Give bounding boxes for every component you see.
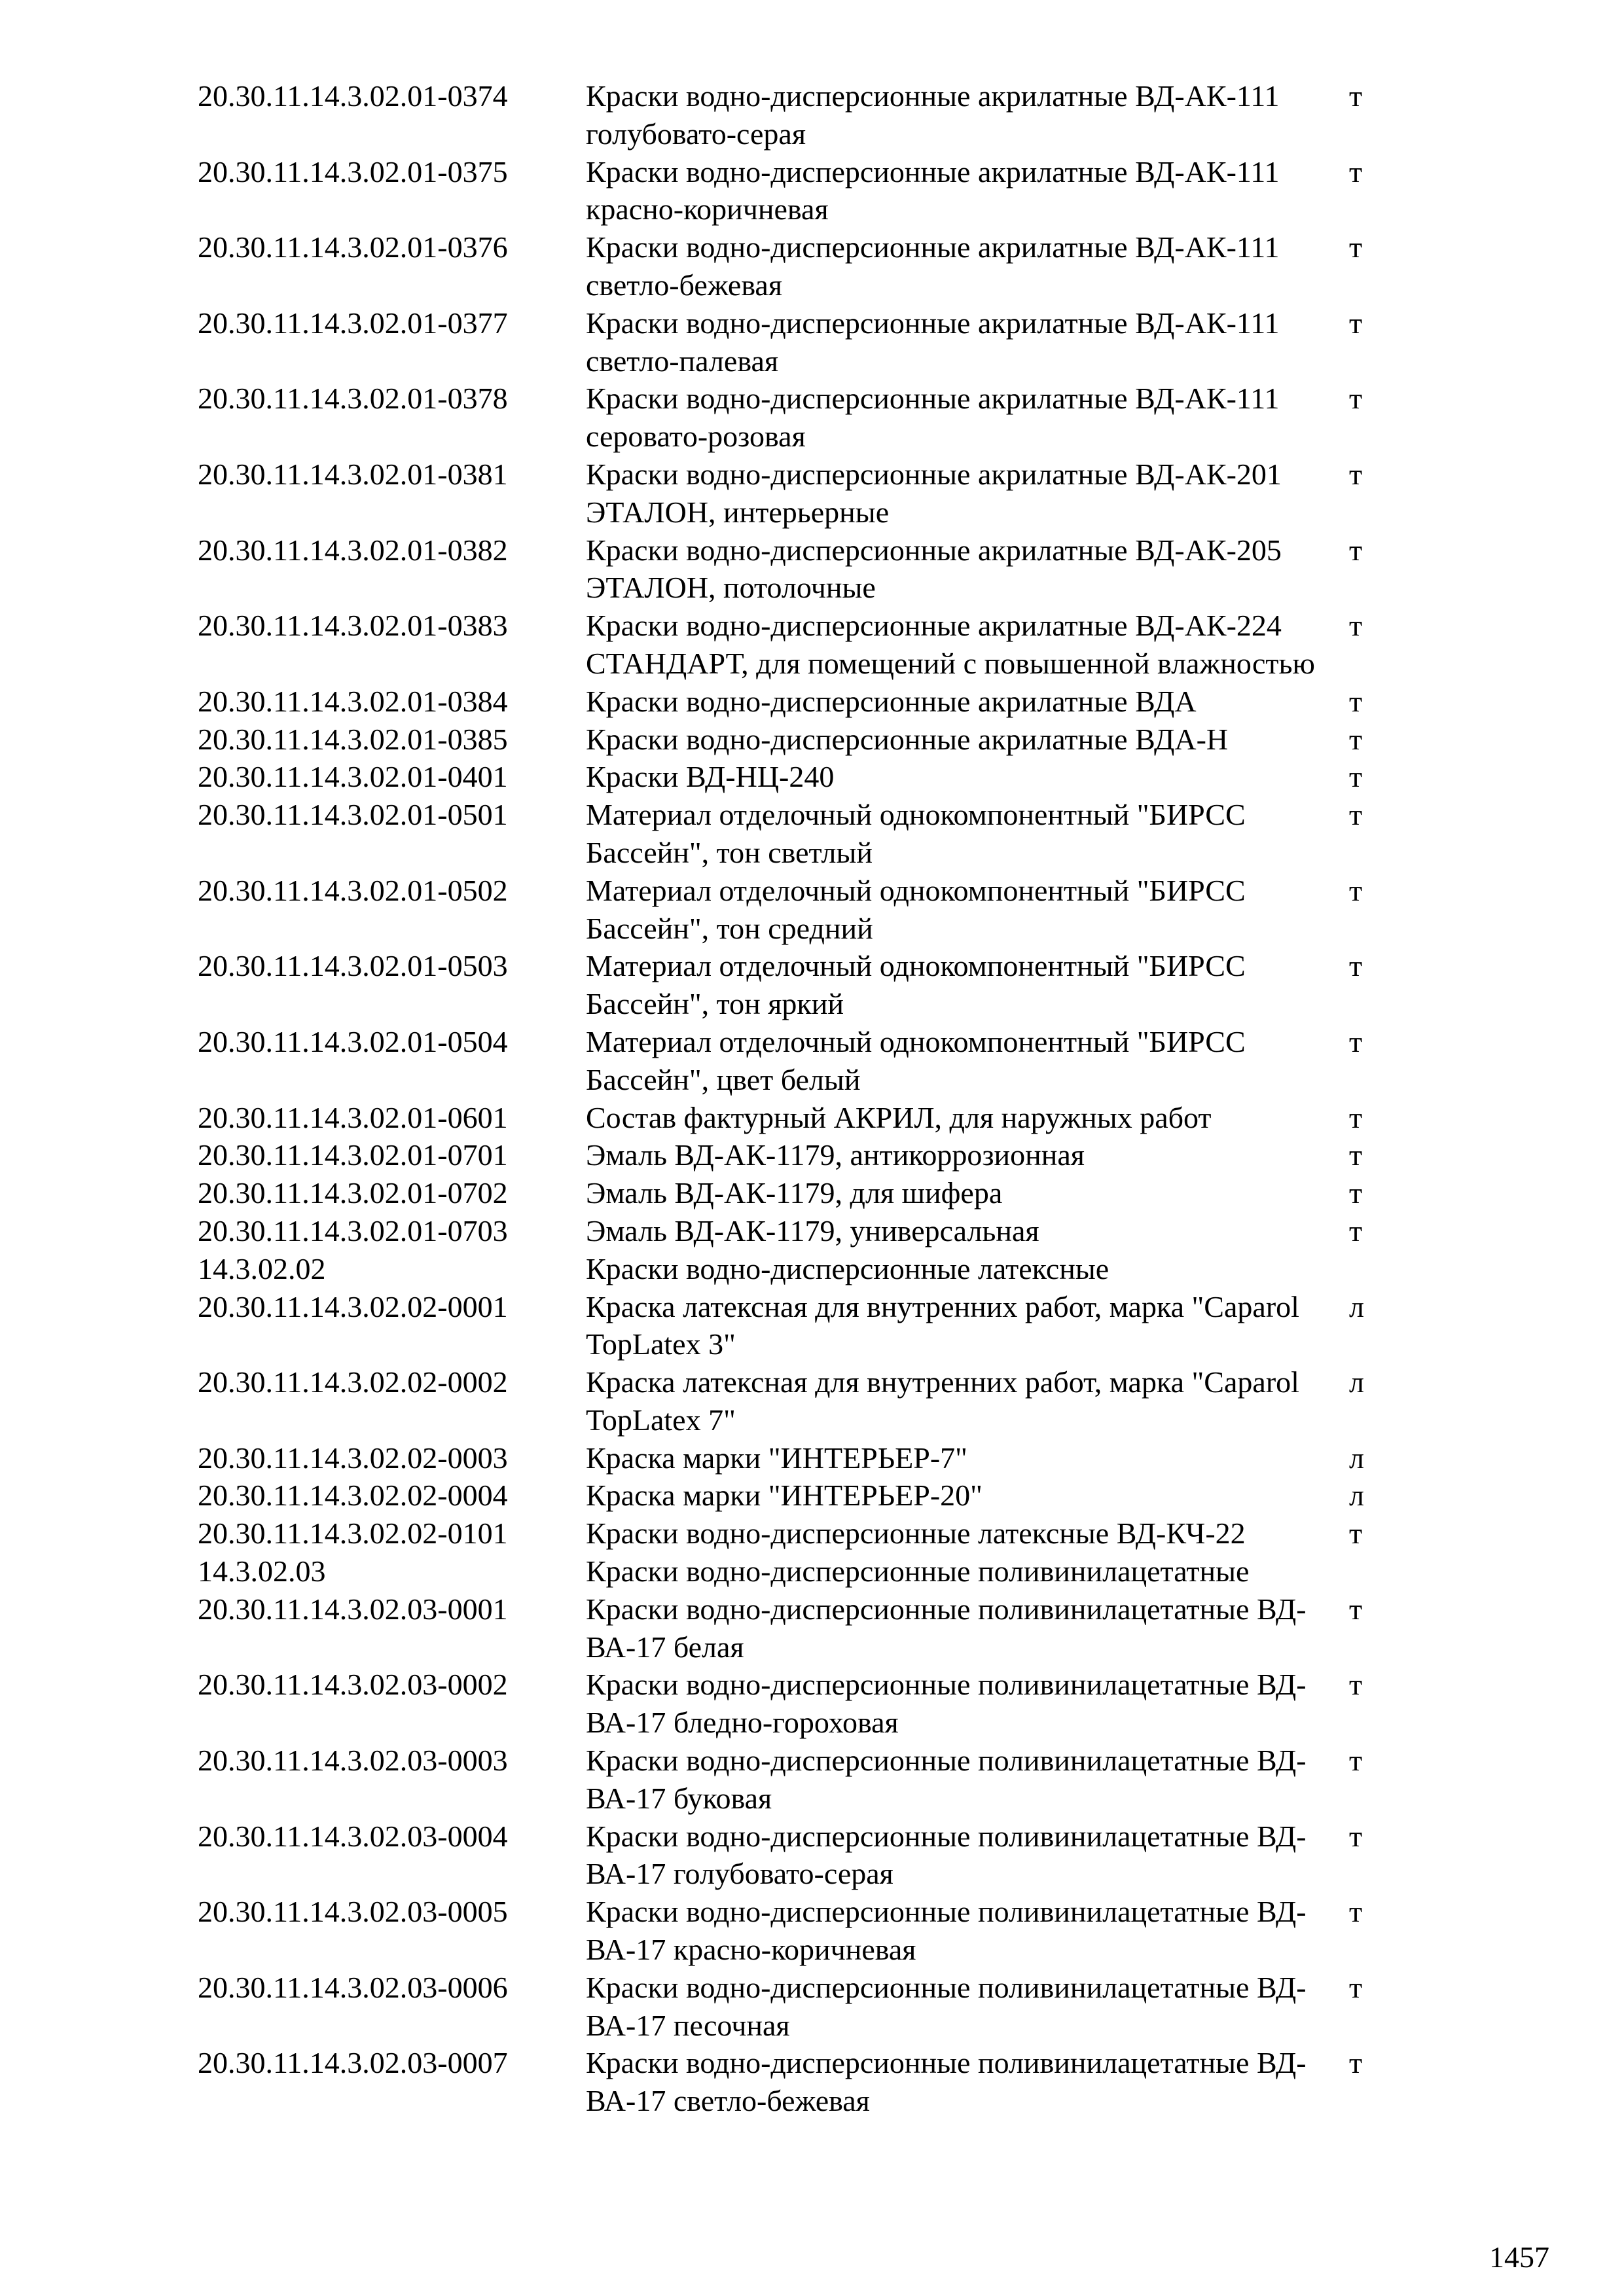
resource-name: Краски водно-дисперсионные акрилатные ВД-АК-111 светло-палевая xyxy=(586,306,1280,378)
resource-code: 20.30.11.14.3.02.01-0383 xyxy=(198,609,508,643)
table-row xyxy=(198,796,1396,872)
resource-code: 20.30.11.14.3.02.03-0004 xyxy=(198,1819,508,1853)
resource-name: Краски водно-дисперсионные поливинилацетатные ВД-ВА-17 красно-коричневая xyxy=(586,1895,1307,1967)
resource-code: 14.3.02.02 xyxy=(198,1251,326,1285)
resource-code: 20.30.11.14.3.02.02-0001 xyxy=(198,1289,508,1323)
resource-code: 20.30.11.14.3.02.02-0101 xyxy=(198,1516,508,1551)
unit-of-measure: т xyxy=(1349,1516,1363,1551)
table-row xyxy=(198,2044,1396,2120)
table-row xyxy=(198,683,1396,721)
resource-code: 20.30.11.14.3.02.03-0005 xyxy=(198,1895,508,1929)
table-row xyxy=(198,380,1396,456)
table-row xyxy=(198,153,1396,229)
unit-of-measure: т xyxy=(1349,1176,1363,1210)
resource-code: 20.30.11.14.3.02.01-0382 xyxy=(198,533,508,567)
table-row xyxy=(198,1099,1396,1137)
resource-name: Краска латексная для внутренних работ, марка "Caparol TopLatex 3" xyxy=(586,1289,1299,1361)
resource-name: Краски водно-дисперсионные акрилатные ВД-АК-111 сероватo-розовая xyxy=(586,382,1280,454)
resource-name: Материал отделочный однокомпонентный "БИРСС Бассейн", тон средний xyxy=(586,873,1246,945)
section-header-row xyxy=(198,1552,1396,1590)
table-row xyxy=(198,872,1396,948)
unit-of-measure xyxy=(1349,1552,1396,1590)
unit-of-measure: т xyxy=(1349,1024,1363,1058)
resource-code: 20.30.11.14.3.02.02-0003 xyxy=(198,1441,508,1475)
table-row xyxy=(198,1666,1396,1742)
resource-name: Материал отделочный однокомпонентный "БИРСС Бассейн", цвет белый xyxy=(586,1024,1246,1096)
resource-name: Краски водно-дисперсионные акрилатные ВД-АК-111 голубовато-серая xyxy=(586,79,1280,151)
unit-of-measure: т xyxy=(1349,2046,1363,2080)
table-row xyxy=(198,531,1396,607)
unit-of-measure: т xyxy=(1349,230,1363,264)
table-row xyxy=(198,1818,1396,1893)
resource-code: 20.30.11.14.3.02.02-0002 xyxy=(198,1365,508,1399)
unit-of-measure: т xyxy=(1349,1100,1363,1134)
resource-code: 20.30.11.14.3.02.01-0381 xyxy=(198,457,508,491)
table-row xyxy=(198,1969,1396,2045)
unit-of-measure: т xyxy=(1349,760,1363,794)
resource-code: 20.30.11.14.3.02.03-0001 xyxy=(198,1592,508,1626)
resource-name: Краски водно-дисперсионные акрилатные ВД-АК-201 ЭТАЛОН, интерьерные xyxy=(586,457,1282,529)
resource-name: Материал отделочный однокомпонентный "БИРСС Бассейн", тон светлый xyxy=(586,798,1246,869)
resource-name: Эмаль ВД-АК-1179, антикоррозионная xyxy=(586,1138,1085,1172)
resource-code: 20.30.11.14.3.02.03-0003 xyxy=(198,1744,508,1778)
unit-of-measure: т xyxy=(1349,1213,1363,1247)
table-row xyxy=(198,304,1396,380)
unit-of-measure: т xyxy=(1349,1970,1363,2004)
unit-of-measure: т xyxy=(1349,609,1363,643)
unit-of-measure: т xyxy=(1349,1819,1363,1853)
resource-name: Краски водно-дисперсионные поливинилацетатные ВД-ВА-17 бледно-гороховая xyxy=(586,1668,1307,1740)
resource-name: Краски водно-дисперсионные поливинилацетатные ВД-ВА-17 светло-бежевая xyxy=(586,2046,1307,2118)
resource-name: Краски водно-дисперсионные акрилатные ВДА-Н xyxy=(586,722,1229,756)
resource-code: 14.3.02.03 xyxy=(198,1554,326,1588)
unit-of-measure: л xyxy=(1349,1441,1364,1475)
table-row xyxy=(198,228,1396,304)
unit-of-measure: т xyxy=(1349,722,1363,756)
table-row xyxy=(198,1893,1396,1969)
page-number: 1457 xyxy=(1489,2240,1549,2274)
resource-name: Краски водно-дисперсионные поливинилацетатные ВД-ВА-17 белая xyxy=(586,1592,1307,1664)
resource-name: Краска марки "ИНТЕРЬЕР-20" xyxy=(586,1479,983,1513)
resource-code: 20.30.11.14.3.02.01-0601 xyxy=(198,1100,508,1134)
unit-of-measure: л xyxy=(1349,1289,1364,1323)
table-row xyxy=(198,1023,1396,1099)
resource-name: Краски водно-дисперсионные акрилатные ВД-АК-205 ЭТАЛОН, потолочные xyxy=(586,533,1282,605)
unit-of-measure: л xyxy=(1349,1365,1364,1399)
unit-of-measure: т xyxy=(1349,1592,1363,1626)
unit-of-measure: т xyxy=(1349,1895,1363,1929)
table-row xyxy=(198,721,1396,759)
unit-of-measure: т xyxy=(1349,79,1363,113)
resource-name: Краски водно-дисперсионные поливинилацетатные ВД-ВА-17 песочная xyxy=(586,1970,1307,2042)
resource-name: Краска латексная для внутренних работ, марка "Caparol TopLatex 7" xyxy=(586,1365,1299,1437)
table-row xyxy=(198,1174,1396,1212)
unit-of-measure: т xyxy=(1349,873,1363,907)
resource-code: 20.30.11.14.3.02.03-0006 xyxy=(198,1970,508,2004)
resource-name: Краски водно-дисперсионные акрилатные ВД-АК-111 светло-бежевая xyxy=(586,230,1280,302)
resource-name: Краски ВД-НЦ-240 xyxy=(586,760,835,794)
resource-name: Краски водно-дисперсионные латексные xyxy=(586,1251,1110,1285)
resource-name: Краска марки "ИНТЕРЬЕР-7" xyxy=(586,1441,967,1475)
table-row xyxy=(198,1590,1396,1666)
resource-code: 20.30.11.14.3.02.01-0503 xyxy=(198,949,508,983)
unit-of-measure: т xyxy=(1349,798,1363,832)
resource-name: Эмаль ВД-АК-1179, для шифера xyxy=(586,1176,1003,1210)
unit-of-measure: т xyxy=(1349,949,1363,983)
unit-of-measure: т xyxy=(1349,533,1363,567)
table-row xyxy=(198,1363,1396,1439)
resource-code: 20.30.11.14.3.02.01-0376 xyxy=(198,230,508,264)
unit-of-measure: т xyxy=(1349,382,1363,416)
table-row xyxy=(198,456,1396,531)
resource-code: 20.30.11.14.3.02.01-0702 xyxy=(198,1176,508,1210)
unit-of-measure: т xyxy=(1349,684,1363,718)
unit-of-measure: т xyxy=(1349,154,1363,188)
resource-code: 20.30.11.14.3.02.03-0007 xyxy=(198,2046,508,2080)
resource-name: Материал отделочный однокомпонентный "БИРСС Бассейн", тон яркий xyxy=(586,949,1246,1021)
resource-name: Краски водно-дисперсионные акрилатные ВД-АК-224 СТАНДАРТ, для помещений с повышенной влажностью xyxy=(586,609,1315,680)
resource-code: 20.30.11.14.3.02.01-0701 xyxy=(198,1138,508,1172)
resource-name: Краски водно-дисперсионные поливинилацетатные xyxy=(586,1554,1250,1588)
resource-code: 20.30.11.14.3.02.02-0004 xyxy=(198,1479,508,1513)
unit-of-measure: т xyxy=(1349,306,1363,340)
price-list-table xyxy=(198,77,1396,2120)
resource-name: Состав фактурный АКРИЛ, для наружных работ xyxy=(586,1100,1212,1134)
table-row xyxy=(198,1212,1396,1250)
table-row xyxy=(198,1439,1396,1477)
resource-code: 20.30.11.14.3.02.01-0504 xyxy=(198,1024,508,1058)
table-row xyxy=(198,758,1396,796)
table-row xyxy=(198,1515,1396,1552)
resource-code: 20.30.11.14.3.02.01-0703 xyxy=(198,1213,508,1247)
resource-name: Краски водно-дисперсионные акрилатные ВД-АК-111 красно-коричневая xyxy=(586,154,1280,226)
unit-of-measure: л xyxy=(1349,1479,1364,1513)
unit-of-measure: т xyxy=(1349,1744,1363,1778)
resource-code: 20.30.11.14.3.02.01-0375 xyxy=(198,154,508,188)
table-row xyxy=(198,1742,1396,1818)
unit-of-measure xyxy=(1349,1250,1396,1288)
table-row xyxy=(198,607,1396,683)
resource-code: 20.30.11.14.3.02.03-0002 xyxy=(198,1668,508,1702)
unit-of-measure: т xyxy=(1349,1138,1363,1172)
resource-code: 20.30.11.14.3.02.01-0401 xyxy=(198,760,508,794)
table-row xyxy=(198,947,1396,1023)
table-row xyxy=(198,1288,1396,1364)
resource-code: 20.30.11.14.3.02.01-0501 xyxy=(198,798,508,832)
unit-of-measure: т xyxy=(1349,1668,1363,1702)
resource-code: 20.30.11.14.3.02.01-0377 xyxy=(198,306,508,340)
unit-of-measure: т xyxy=(1349,457,1363,491)
table-row xyxy=(198,1136,1396,1174)
resource-code: 20.30.11.14.3.02.01-0502 xyxy=(198,873,508,907)
table-row xyxy=(198,1477,1396,1515)
resource-code: 20.30.11.14.3.02.01-0378 xyxy=(198,382,508,416)
resource-name: Эмаль ВД-АК-1179, универсальная xyxy=(586,1213,1039,1247)
resource-code: 20.30.11.14.3.02.01-0374 xyxy=(198,79,508,113)
section-header-row xyxy=(198,1250,1396,1288)
table-row xyxy=(198,77,1396,153)
resource-code: 20.30.11.14.3.02.01-0385 xyxy=(198,722,508,756)
resource-name: Краски водно-дисперсионные поливинилацетатные ВД-ВА-17 буковая xyxy=(586,1744,1307,1815)
resource-name: Краски водно-дисперсионные поливинилацетатные ВД-ВА-17 голубовато-серая xyxy=(586,1819,1307,1891)
resource-name: Краски водно-дисперсионные акрилатные ВДА xyxy=(586,684,1197,718)
resource-code: 20.30.11.14.3.02.01-0384 xyxy=(198,684,508,718)
resource-name: Краски водно-дисперсионные латексные ВД-КЧ-22 xyxy=(586,1516,1246,1551)
